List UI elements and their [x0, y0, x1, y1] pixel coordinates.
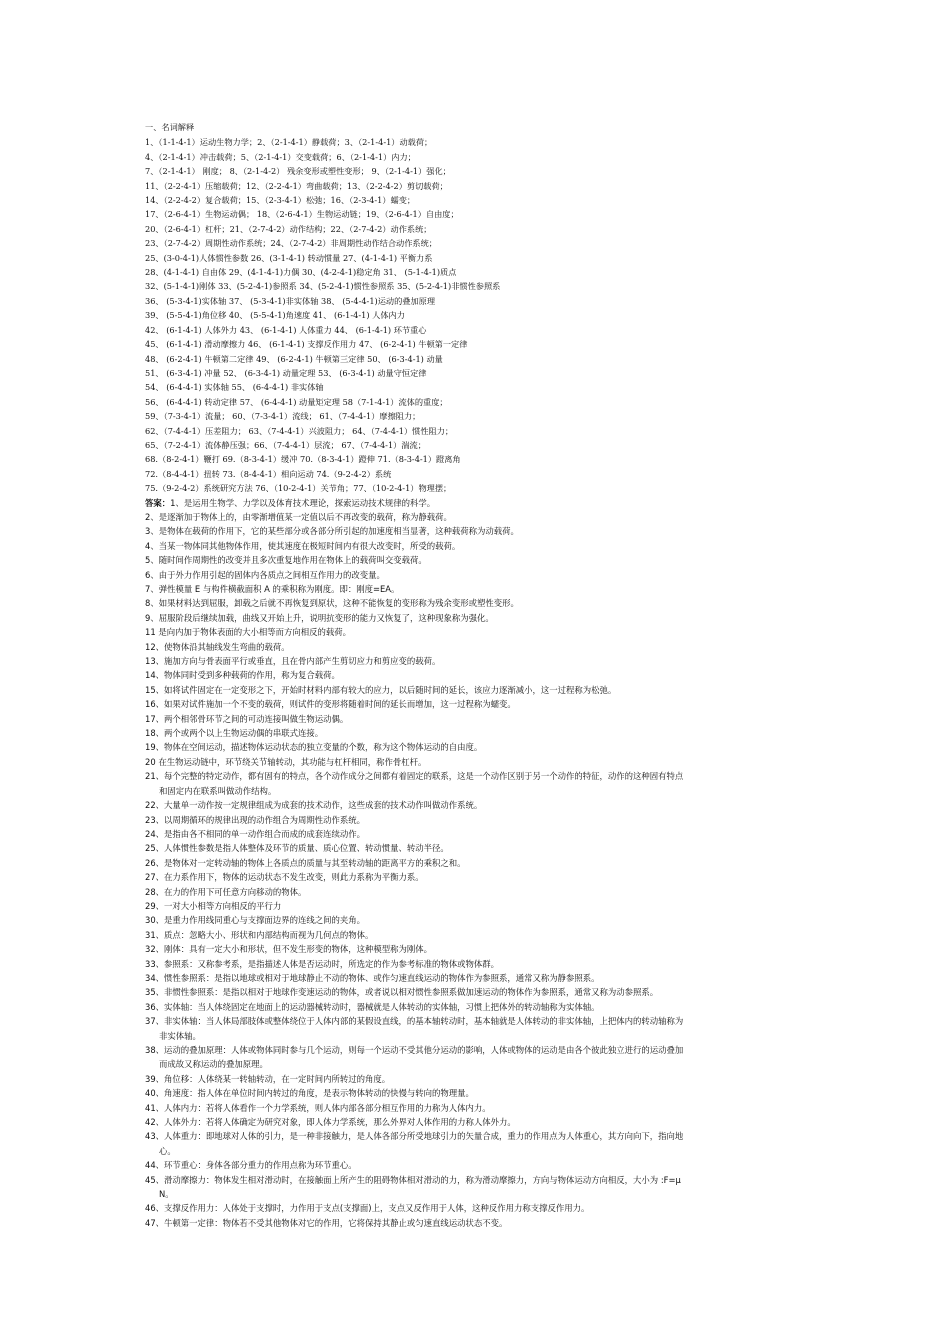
term-line: 7、（2-1-4-1） 刚度； 8、（2-1-4-2） 残余变形或塑性变形； 9、（2-1-4-1）强化； — [145, 166, 451, 177]
term-line: 17、（2-6-4-1）生物运动偶； 18、（2-6-4-1）生物运动链；19、（2-6-4-1）自由度； — [145, 209, 459, 220]
answer-item: 24、是指由各不相同的单一动作组合而成的成套连续动作。 — [145, 828, 366, 839]
answer-item: 20 在生物运动链中，环节绕关节轴转动，其功能与杠杆相同，称作骨杠杆。 — [145, 756, 427, 767]
answer-item: 33、参照系：又称参考系，是指描述人体是否运动时，所选定的作为参考标准的物体或物体群。 — [145, 958, 500, 969]
answer-item: 23、以周期循环的规律出现的动作组合为周期性动作系统。 — [145, 814, 366, 825]
term-line: 11、（2-2-4-1）压缩载荷；12、（2-2-4-1）弯曲载荷；13、（2-2-4-2）剪切载荷； — [145, 180, 448, 191]
term-line: 48、 (6-2-4-1) 牛顿第二定律 49、 (6-2-4-1) 牛顿第三定律 50、 (6-3-4-1) 动量 — [145, 353, 443, 364]
answer-item: 22、大量单一动作按一定规律组成为成套的技术动作，这些成套的技术动作叫做动作系统。 — [145, 800, 483, 811]
answer-item: 21、每个完整的特定动作，都有固有的特点，各个动作成分之间都有着固定的联系，这是一个动作区别于另一个动作的特征，动作的这种固有特点 和固定内在联系叫做动作结构。 — [145, 771, 684, 796]
term-line: 20、（2-6-4-1）杠杆；21、（2-7-4-2）动作结构；22、（2-7-4-2）动作系统； — [145, 223, 432, 234]
answer-item: 41、人体内力：若将人体看作一个力学系统，则人体内部各部分相互作用的力称为人体内力。 — [145, 1102, 491, 1113]
answer-item: 36、实体轴：当人体绕固定在地面上的运动器械转动时，器械就是人体转动的实体轴，习惯上把体外的转动轴称为实体轴。 — [145, 1001, 600, 1012]
answer-item: 6、由于外力作用引起的固体内各质点之间相互作用力的改变量。 — [145, 569, 385, 580]
answer-item: 39、角位移：人体绕某一转轴转动，在一定时间内所转过的角度。 — [145, 1073, 391, 1084]
answer-item: 26、是物体对一定转动轴的物体上各质点的质量与其至转动轴的距离平方的乘积之和。 — [145, 857, 466, 868]
answer-item: 45、滑动摩擦力：物体发生相对滑动时，在接触面上所产生的阻碍物体相对滑动的力，称为滑动摩擦力，方向与物体运动方向相反，大小为 :F=μ N。 — [145, 1174, 681, 1200]
answer-item: 19、物体在空间运动，描述物体运动状态的独立变量的个数，称为这个物体运动的自由度。 — [145, 742, 483, 753]
answer-item: 44、环节重心：身体各部分重力的作用点称为环节重心。 — [145, 1160, 357, 1171]
answer-item: 3、是物体在载荷的作用下，它的某些部分或各部分所引起的加速度相当显著，这种载荷称为动载荷。 — [145, 526, 519, 537]
answer-item: 9、屈服阶段后继续加载，曲线又开始上升，说明抗变形的能力又恢复了，这种现象称为强化。 — [145, 612, 494, 623]
term-line: 65、（7-2-4-1）流体静压强；66、（7-4-4-1）层流； 67、（7-4-4-1）湍流； — [145, 439, 426, 450]
term-line: 59、（7-3-4-1）流量； 60、（7-3-4-1）流线； 61、（7-4-4-1）摩擦阻力； — [145, 411, 421, 422]
term-line: 45、 (6-1-4-1) 滑动摩擦力 46、 (6-1-4-1) 支撑反作用力 47、 (6-2-4-1) 牛顿第一定律 — [145, 339, 468, 350]
answer-list — [145, 496, 815, 1231]
answer-item: 42、人体外力：若将人体确定为研究对象，即人体力学系统，那么外界对人体作用的力称人体外力。 — [145, 1117, 516, 1128]
answer-item: 47、牛顿第一定律：物体若不受其他物体对它的作用，它将保持其静止或匀速直线运动状态不变。 — [145, 1217, 508, 1228]
term-line: 42、 (6-1-4-1) 人体外力 43、 (6-1-4-1) 人体重力 44、 (6-1-4-1) 环节重心 — [145, 324, 427, 335]
term-line: 4、（2-1-4-1）冲击载荷；5、（2-1-4-1）交变载荷；6、（2-1-4-1）内力； — [145, 151, 416, 162]
term-line: 68.（8-2-4-1）鞭打 69.（8-3-4-1）缓冲 70.（8-3-4-1）蹬伸 71.（8-3-4-1）蹬离角 — [145, 454, 461, 465]
term-line: 51、 (6-3-4-1) 冲量 52、 (6-3-4-1) 动量定理 53、 (6-3-4-1) 动量守恒定律 — [145, 367, 427, 378]
answer-item: 15、如将试件固定在一定变形之下，开始时材料内部有较大的应力，以后随时间的延长，该应力逐渐减小，这一过程称为松弛。 — [145, 684, 617, 695]
answer-item: 7、弹性模量 E 与构件横截面积 A 的乘积称为刚度。即：刚度=EA。 — [145, 584, 400, 594]
answer-item: 40、角速度：指人体在单位时间内转过的角度，是表示物体转动的快慢与转向的物理量。 — [145, 1088, 474, 1099]
document-page — [145, 120, 815, 1230]
term-line: 62、（7-4-4-1）压差阻力； 63、（7-4-4-1）兴波阻力； 64、（7-4-4-1）惯性阻力； — [145, 425, 454, 436]
answer-item: 27、在力系作用下，物体的运动状态不发生改变，则此力系称为平衡力系。 — [145, 872, 424, 883]
answer-item: 30、是重力作用线同重心与支撑面边界的连线之间的夹角。 — [145, 915, 366, 926]
answer-item: 37、非实体轴：当人体局部肢体或整体绕位于人体内部的某假设直线，的基本轴转动时，基本轴就是人体转动的非实体轴，上把体内的转动轴称为 非实体轴。 — [145, 1016, 684, 1041]
term-line: 56、 (6-4-4-1) 转动定律 57、 (6-4-4-1) 动量矩定理 58（7-1-4-1）流体的重度； — [145, 396, 448, 407]
answer-item: 16、如果对试件施加一个不变的载荷，则试件的变形将随着时间的延长而增加，这一过程称为蠕变。 — [145, 699, 516, 710]
term-line: 28、(4-1-4-1) 自由体 29、(4-1-4-1)力偶 30、(4-2-4-1)稳定角 31、 (5-1-4-1)质点 — [145, 267, 457, 278]
answer-item: 17、两个相邻骨环节之间的可动连接叫做生物运动偶。 — [145, 713, 349, 724]
answer-item: 34、惯性参照系：是指以地球或相对于地球静止不动的物体、或作匀速直线运动的物体作为参照系，通常又称为静参照系。 — [145, 972, 600, 983]
term-line: 72.（8-4-4-1）扭转 73.（8-4-4-1）相向运动 74.（9-2-4-2）系统 — [145, 468, 392, 479]
answer-item: 46、支撑反作用力：人体处于支撑时，力作用于支点(支撑面)上，支点又反作用于人体，这种反作用力称支撑反作用力。 — [145, 1203, 590, 1214]
answer-item: 28、在力的作用下可任意方向移动的物体。 — [145, 886, 307, 897]
term-line: 54、 (6-4-4-1) 实体轴 55、 (6-4-4-1) 非实体轴 — [145, 382, 324, 393]
answer-item: 29、一对大小相等方向相反的平行力 — [145, 900, 282, 911]
section-heading: 一、名词解释 — [145, 122, 195, 132]
answer-item: 11 是向内加于物体表面的大小相等而方向相反的载荷。 — [145, 627, 351, 638]
term-line: 1、（1-1-4-1）运动生物力学；2、（2-1-4-1）静载荷；3、（2-1-4-1）动载荷； — [145, 137, 433, 148]
term-list — [145, 135, 815, 495]
answer-item: 38、运动的叠加原理：人体或物体同时参与几个运动，则每一个运动不受其他分运动的影响，人体或物体的运动是由各个彼此独立进行的运动叠加 而成故又称运动的叠加原理。 — [145, 1045, 684, 1070]
answer-item: 18、两个或两个以上生物运动偶的串联式连接。 — [145, 728, 324, 739]
answer-item — [145, 496, 815, 510]
answer-item: 12、使物体沿其轴线发生弯曲的载荷。 — [145, 641, 290, 652]
answer-item: 35、非惯性参照系：是指以相对于地球作变速运动的物体，或者说以相对惯性参照系做加速运动的物体作为参照系，通常又称为动参照系。 — [145, 987, 659, 998]
answer-item: 13、施加方向与骨表面平行或垂直，且在骨内部产生剪切应力和剪应变的载荷。 — [145, 656, 441, 667]
term-line: 23、（2-7-4-2）周期性动作系统；24、（2-7-4-2）非周期性动作结合动作系统； — [145, 238, 437, 249]
term-line: 75.（9-2-4-2）系统研究方法 76、（10-2-4-1）关节角；77、（10-2-4-1）物理摆； — [145, 483, 452, 494]
answer-item: 8、如果材料达到屈服，卸载之后就不再恢复到原状，这种不能恢复的变形称为残余变形或塑性变形。 — [145, 598, 519, 609]
answer-text: 1、是运用生物学、力学以及体育技术理论，探索运动技术规律的科学。 — [170, 497, 436, 508]
term-line: 32、(5-1-4-1)刚体 33、(5-2-4-1)参照系 34、(5-2-4-1)惯性参照系 35、(5-2-4-1)非惯性参照系 — [145, 281, 501, 292]
answer-item: 14、物体同时受到多种载荷的作用，称为复合载荷。 — [145, 670, 340, 681]
answer-item: 43、人体重力：即地球对人体的引力，是一种非接触力，是人体各部分所受地球引力的矢量合成，重力的作用点为人体重心，其方向向下，指向地 心。 — [145, 1131, 684, 1156]
answer-item: 31、质点：忽略大小、形状和内部结构而视为几何点的物体。 — [145, 929, 374, 940]
answer-item: 5、随时间作周期性的改变并且多次重复地作用在物体上的载荷叫交变载荷。 — [145, 555, 427, 566]
term-line: 36、 (5-3-4-1)实体轴 37、 (5-3-4-1)非实体轴 38、 (5-4-4-1)运动的叠加原理 — [145, 295, 436, 306]
term-line: 14、（2-2-4-2）复合载荷；15、（2-3-4-1）松弛；16、（2-3-4-1）蠕变； — [145, 195, 416, 206]
answer-item: 25、人体惯性参数是指人体整体及环节的质量、质心位置、转动惯量、转动半径。 — [145, 843, 449, 854]
term-line: 25、(3-0-4-1)人体惯性参数 26、(3-1-4-1) 转动惯量 27、(4-1-4-1) 平衡力系 — [145, 252, 433, 263]
term-line: 39、 (5-5-4-1)角位移 40、 (5-5-4-1)角速度 41、 (6-1-4-1) 人体内力 — [145, 310, 405, 321]
answer-item: 32、刚体：具有一定大小和形状，但不发生形变的物体，这种模型称为刚体。 — [145, 944, 433, 955]
answer-item: 2、是逐渐加于物体上的，由零渐增值某一定值以后不再改变的载荷，称为静载荷。 — [145, 511, 452, 522]
answer-item: 4、当某一物体同其他物体作用，使其速度在极短时间内有很大改变时，所受的载荷。 — [145, 540, 461, 551]
answer-label: 答案： — [145, 497, 171, 508]
